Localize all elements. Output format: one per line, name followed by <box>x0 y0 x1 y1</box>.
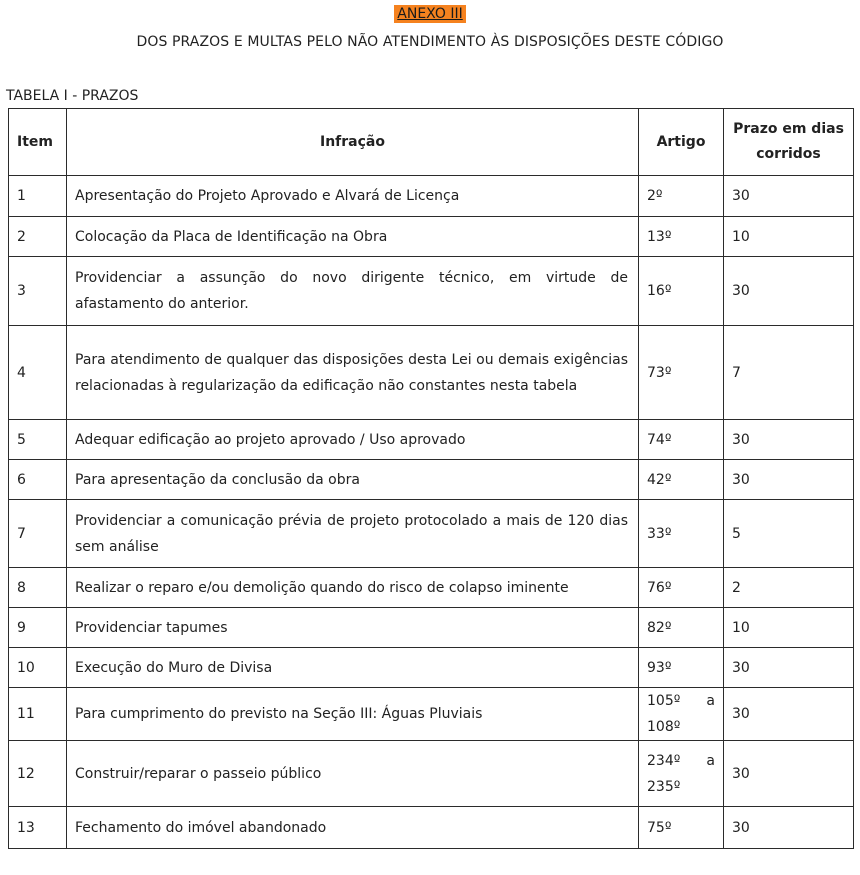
cell-infracao: Construir/reparar o passeio público <box>67 741 639 807</box>
cell-item: 6 <box>9 460 67 500</box>
document-subtitle: DOS PRAZOS E MULTAS PELO NÃO ATENDIMENTO ÀS DISPOSIÇÕES DESTE CÓDIGO <box>136 34 724 50</box>
cell-item: 7 <box>9 500 67 568</box>
cell-item: 4 <box>9 326 67 420</box>
cell-artigo: 76º <box>639 568 724 608</box>
annex-title <box>0 4 860 24</box>
cell-infracao: Colocação da Placa de Identificação na Obra <box>67 217 639 257</box>
cell-item: 9 <box>9 608 67 648</box>
column-header-prazo: Prazo em dias corridos <box>724 109 854 176</box>
column-header-artigo: Artigo <box>639 109 724 176</box>
cell-item: 2 <box>9 217 67 257</box>
cell-infracao: Para atendimento de qualquer das disposições desta Lei ou demais exigências relacionadas à regularização da edificação não constantes nesta tabela <box>67 326 639 420</box>
cell-infracao: Adequar edificação ao projeto aprovado / Uso aprovado <box>67 420 639 460</box>
cell-prazo: 2 <box>724 568 854 608</box>
cell-infracao: Apresentação do Projeto Aprovado e Alvará de Licença <box>67 176 639 217</box>
cell-prazo: 30 <box>724 420 854 460</box>
column-header-infracao: Infração <box>67 109 639 176</box>
column-header-item: Item <box>9 109 67 176</box>
table-row <box>9 257 854 326</box>
cell-prazo: 30 <box>724 460 854 500</box>
cell-prazo: 30 <box>724 688 854 741</box>
cell-artigo: 82º <box>639 608 724 648</box>
cell-item: 8 <box>9 568 67 608</box>
cell-item: 10 <box>9 648 67 688</box>
cell-artigo: 16º <box>639 257 724 326</box>
cell-artigo: 42º <box>639 460 724 500</box>
table-row <box>9 807 854 849</box>
cell-infracao: Para cumprimento do previsto na Seção III: Águas Pluviais <box>67 688 639 741</box>
table-row <box>9 608 854 648</box>
table-row <box>9 741 854 807</box>
cell-prazo: 30 <box>724 648 854 688</box>
cell-prazo: 5 <box>724 500 854 568</box>
cell-prazo: 30 <box>724 807 854 849</box>
cell-infracao: Realizar o reparo e/ou demolição quando do risco de colapso iminente <box>67 568 639 608</box>
table-label: TABELA I - PRAZOS <box>6 88 139 104</box>
cell-artigo: 2º <box>639 176 724 217</box>
table-header-row <box>9 109 854 176</box>
deadlines-table <box>8 108 854 849</box>
table-row <box>9 217 854 257</box>
cell-prazo: 10 <box>724 217 854 257</box>
cell-artigo: 74º <box>639 420 724 460</box>
cell-item: 11 <box>9 688 67 741</box>
cell-artigo: 13º <box>639 217 724 257</box>
cell-infracao: Execução do Muro de Divisa <box>67 648 639 688</box>
cell-artigo: 234º a 235º <box>639 741 724 807</box>
cell-artigo: 33º <box>639 500 724 568</box>
table-row <box>9 648 854 688</box>
cell-prazo: 7 <box>724 326 854 420</box>
table-body <box>9 176 854 849</box>
table-row <box>9 500 854 568</box>
cell-infracao: Providenciar a assunção do novo dirigente técnico, em virtude de afastamento do anterior. <box>67 257 639 326</box>
cell-infracao: Para apresentação da conclusão da obra <box>67 460 639 500</box>
cell-infracao: Fechamento do imóvel abandonado <box>67 807 639 849</box>
table-row <box>9 688 854 741</box>
table-row <box>9 420 854 460</box>
table-row <box>9 460 854 500</box>
table-row <box>9 326 854 420</box>
cell-artigo: 93º <box>639 648 724 688</box>
cell-artigo: 75º <box>639 807 724 849</box>
cell-item: 5 <box>9 420 67 460</box>
cell-infracao: Providenciar a comunicação prévia de projeto protocolado a mais de 120 dias sem análise <box>67 500 639 568</box>
table-row <box>9 568 854 608</box>
cell-item: 12 <box>9 741 67 807</box>
cell-prazo: 10 <box>724 608 854 648</box>
annex-title-text: ANEXO III <box>394 5 465 23</box>
cell-prazo: 30 <box>724 257 854 326</box>
cell-item: 13 <box>9 807 67 849</box>
cell-artigo: 105º a 108º <box>639 688 724 741</box>
cell-item: 3 <box>9 257 67 326</box>
cell-artigo: 73º <box>639 326 724 420</box>
cell-infracao: Providenciar tapumes <box>67 608 639 648</box>
table-row <box>9 176 854 217</box>
cell-prazo: 30 <box>724 176 854 217</box>
cell-item: 1 <box>9 176 67 217</box>
cell-prazo: 30 <box>724 741 854 807</box>
